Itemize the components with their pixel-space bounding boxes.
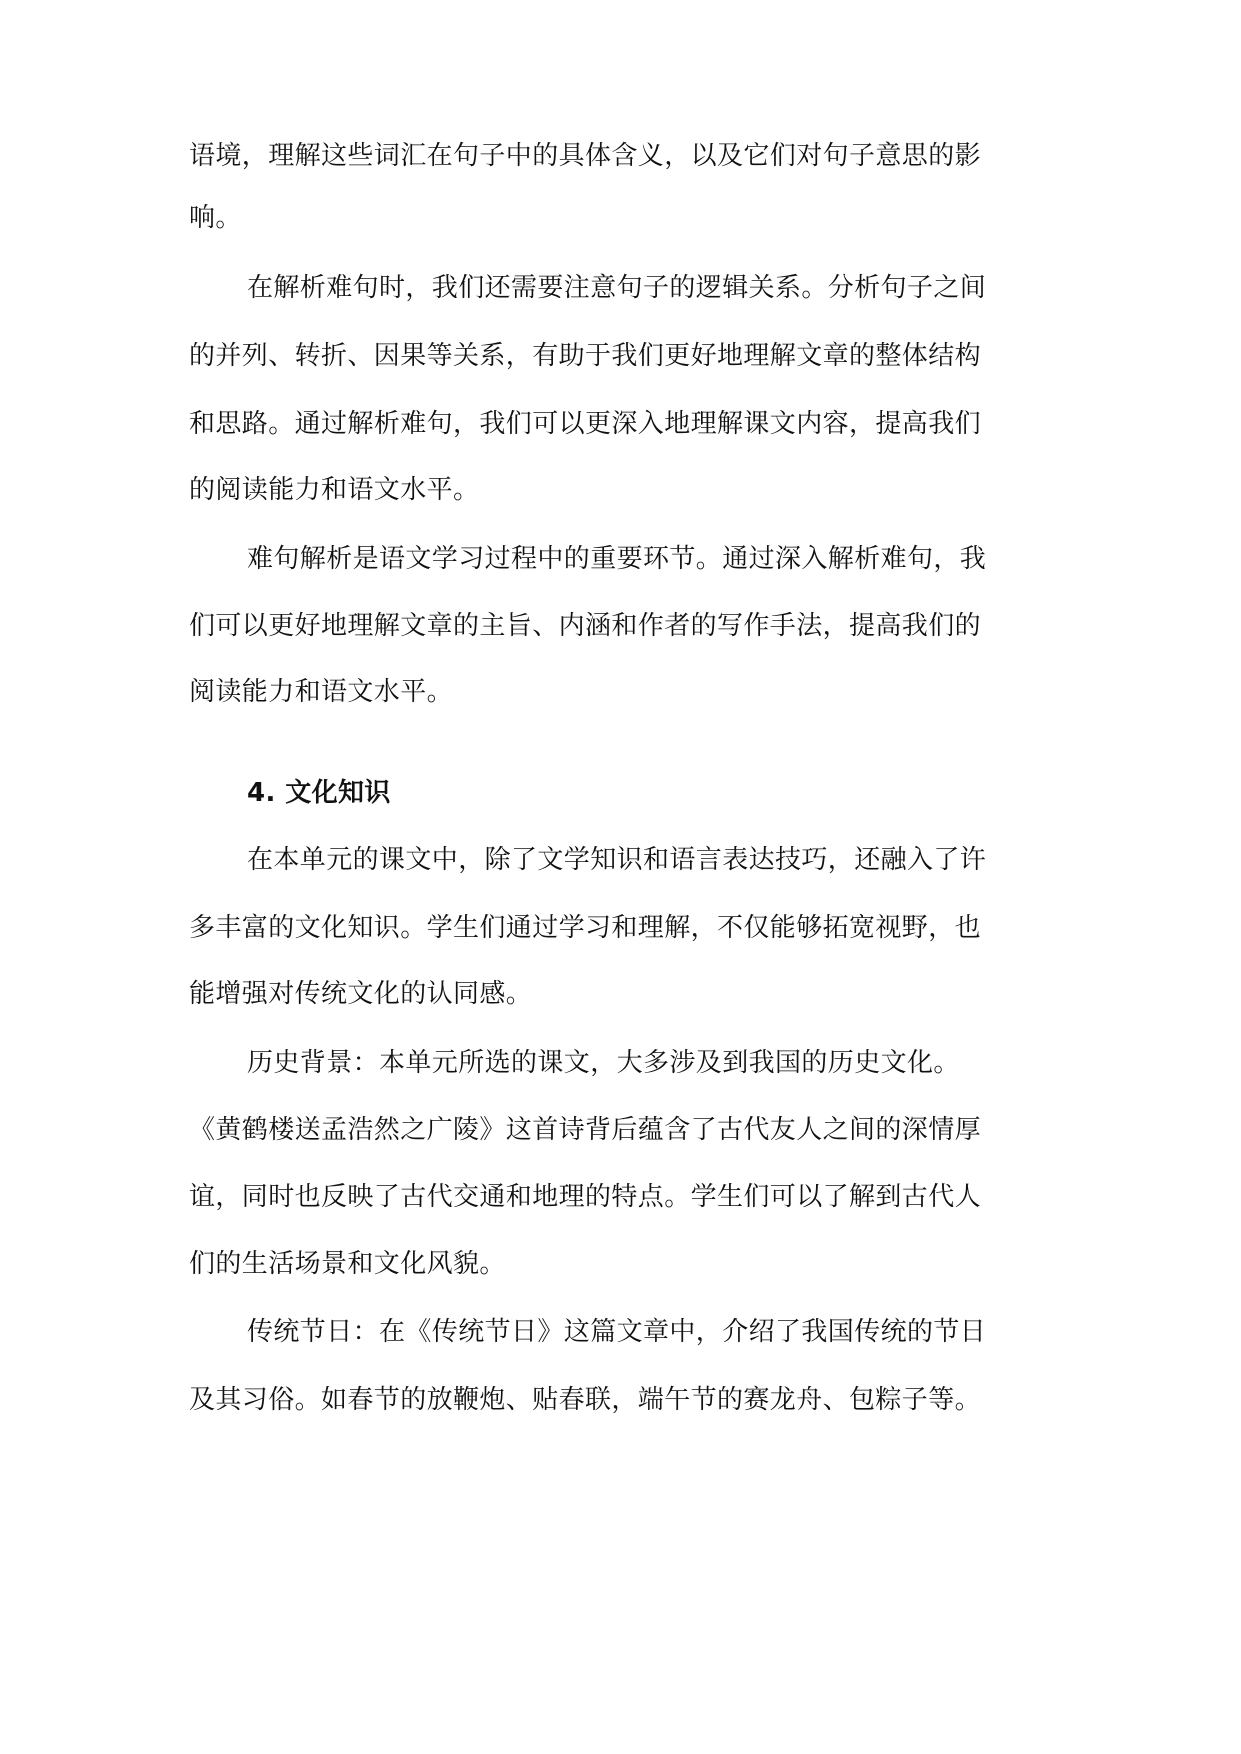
para-5-line-1: 历史背景：本单元所选的课文，大多涉及到我国的历史文化。	[247, 1048, 960, 1078]
para-3-line-2: 们可以更好地理解文章的主旨、内涵和作者的写作手法，提高我们的	[189, 611, 982, 641]
para-4-line-1: 在本单元的课文中，除了文学知识和语言表达技巧，还融入了许	[247, 845, 987, 875]
para-3-line-1: 难句解析是语文学习过程中的重要环节。通过深入解析难句，我	[247, 544, 987, 574]
para-6-line-2: 及其习俗。如春节的放鞭炮、贴春联，端午节的赛龙舟、包粽子等。	[189, 1385, 982, 1415]
section-heading: 4. 文化知识	[247, 778, 391, 808]
para-5-line-2: 《黄鹤楼送孟浩然之广陵》这首诗背后蕴含了古代友人之间的深情厚	[189, 1115, 982, 1145]
para-2-line-4: 的阅读能力和语文水平。	[189, 475, 480, 505]
para-3-line-3: 阅读能力和语文水平。	[189, 677, 454, 707]
para-2-line-2: 的并列、转折、因果等关系，有助于我们更好地理解文章的整体结构	[189, 341, 982, 371]
para-1-line-1: 语境，理解这些词汇在句子中的具体含义，以及它们对句子意思的影	[189, 141, 982, 171]
para-4-line-3: 能增强对传统文化的认同感。	[189, 979, 533, 1009]
para-5-line-4: 们的生活场景和文化风貌。	[189, 1249, 506, 1279]
para-6-line-1: 传统节日：在《传统节日》这篇文章中，介绍了我国传统的节日	[247, 1317, 987, 1347]
para-5-line-3: 谊，同时也反映了古代交通和地理的特点。学生们可以了解到古代人	[189, 1182, 982, 1212]
para-2-line-3: 和思路。通过解析难句，我们可以更深入地理解课文内容，提高我们	[189, 409, 982, 439]
para-1-line-2: 响。	[189, 203, 242, 233]
para-4-line-2: 多丰富的文化知识。学生们通过学习和理解，不仅能够拓宽视野，也	[189, 913, 982, 943]
para-2-line-1: 在解析难句时，我们还需要注意句子的逻辑关系。分析句子之间	[247, 273, 987, 303]
